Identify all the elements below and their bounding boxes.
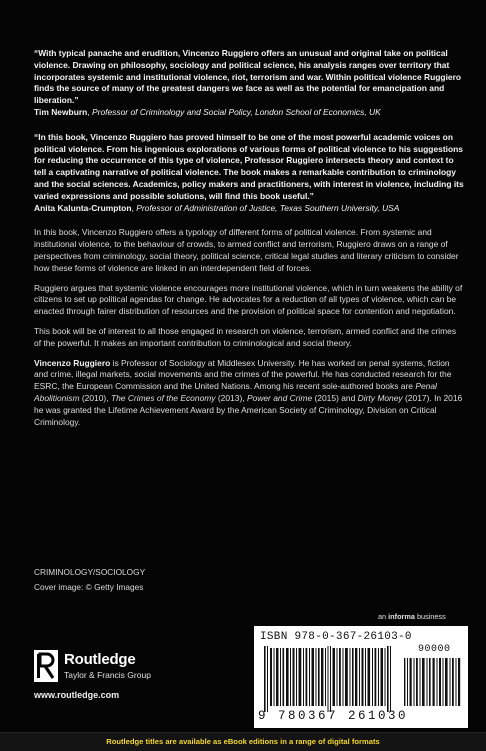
price-code: 90000: [418, 644, 451, 655]
description-paragraph-3: This book will be of interest to all those engaged in research on violence, terrorism, armed conflict and the crimes of the powerful. It makes an important contribution to criminological and social theory.: [34, 325, 457, 348]
cover-image-credit: Cover image: © Getty Images: [34, 582, 144, 592]
author-name: Vincenzo Ruggiero: [34, 357, 111, 368]
endorser-name: Anita Kalunta-Crumpton: [34, 202, 132, 213]
book-title: Penal Abolitionism: [34, 381, 437, 403]
isbn-number: ISBN 978-0-367-26103-0: [260, 631, 412, 643]
routledge-logo: [34, 650, 234, 690]
back-cover-text: [34, 48, 464, 436]
informa-brand: informa: [388, 612, 415, 621]
book-title: Power and Crime: [246, 392, 313, 403]
description-paragraph-1: In this book, Vincenzo Ruggiero offers a typology of different forms of political violence. From systemic and institutional violence, to the behaviour of crowds, to armed conflict and terrorism, Ruggiero draws on a range of perspectives from criminology, social theory, political science, critical legal studies and literary criticism to consider how these forms of violence are linked in an interdependent field of forces.: [34, 227, 459, 273]
ebook-footer-banner: Routledge titles are available as eBook editions in a range of digital formats: [0, 732, 486, 751]
publisher-name: Routledge: [64, 651, 136, 668]
endorser-name: Tim Newburn: [34, 106, 88, 117]
book-title: Dirty Money: [357, 392, 403, 403]
endorsement-attribution-2: Anita Kalunta-Crumpton, Professor of Administration of Justice, Texas Southern University, USA: [34, 202, 400, 213]
informa-tagline: an informa business: [378, 612, 446, 621]
endorsement-attribution-1: Tim Newburn, Professor of Criminology and Social Policy, London School of Economics, UK: [34, 106, 381, 117]
endorser-affiliation: Professor of Criminology and Social Policy, London School of Economics, UK: [92, 106, 381, 117]
isbn-barcode: [254, 626, 468, 728]
endorser-affiliation: Professor of Administration of Justice, Texas Southern University, USA: [136, 202, 400, 213]
routledge-r-icon: [34, 650, 58, 682]
author-bio: Vincenzo Ruggiero is Professor of Sociology at Middlesex University. He has worked on penal systems, fiction and crime, illegal markets, social movements and the crimes of the powerful. He has conducted research for the ESRC, the European Commission and the United Nations. Among his recent sole-authored books are Penal Abolitionism (2010), The Crimes of the Economy (2013), Power and Crime (2015) and Dirty Money (2017). In 2016 he was granted the Lifetime Achievement Award by the American Society of Criminology, Division on Critical Criminology.: [34, 357, 463, 427]
ean-digits: 9 780367 261030: [258, 709, 409, 723]
endorsement-quote-1: “With typical panache and erudition, Vincenzo Ruggiero offers an unusual and original take on political violence. Drawing on philosophy, sociology and political science, his analysis ranges over territory that incorporates systemic and institutional violence, riot, terrorism and war. Within political violence Ruggiero finds the source of many of the greatest dangers we face as well as the potential for emancipation and liberation.”: [34, 48, 462, 106]
endorsement-quote-2: “In this book, Vincenzo Ruggiero has proved himself to be one of the most powerful academic voices on political violence. From his ingenious explorations of various forms of political violence to his suggestions for reducing the occurrence of this type of violence, Professor Ruggiero intersects theory and context to tell a captivating narrative of political violence. The book makes a remarkable contribution to criminology and the social sciences. Academics, policy makers and practitioners, with interest in violence, including its varied expressions and possible solutions, will find this book useful.”: [34, 131, 464, 201]
publisher-group: Taylor & Francis Group: [64, 670, 151, 680]
publisher-website[interactable]: www.routledge.com: [34, 690, 120, 700]
book-title: The Crimes of the Economy: [110, 392, 216, 403]
description-paragraph-2: Ruggiero argues that systemic violence encourages more institutional violence, which in turn weakens the ability of citizens to set up political agendas for change. He advocates for a reduction of all types of violence, which can be enacted through fairer distribution of resources and the provision of political space for contention and negotiation.: [34, 282, 463, 317]
subject-category: CRIMINOLOGY/SOCIOLOGY: [34, 567, 146, 577]
